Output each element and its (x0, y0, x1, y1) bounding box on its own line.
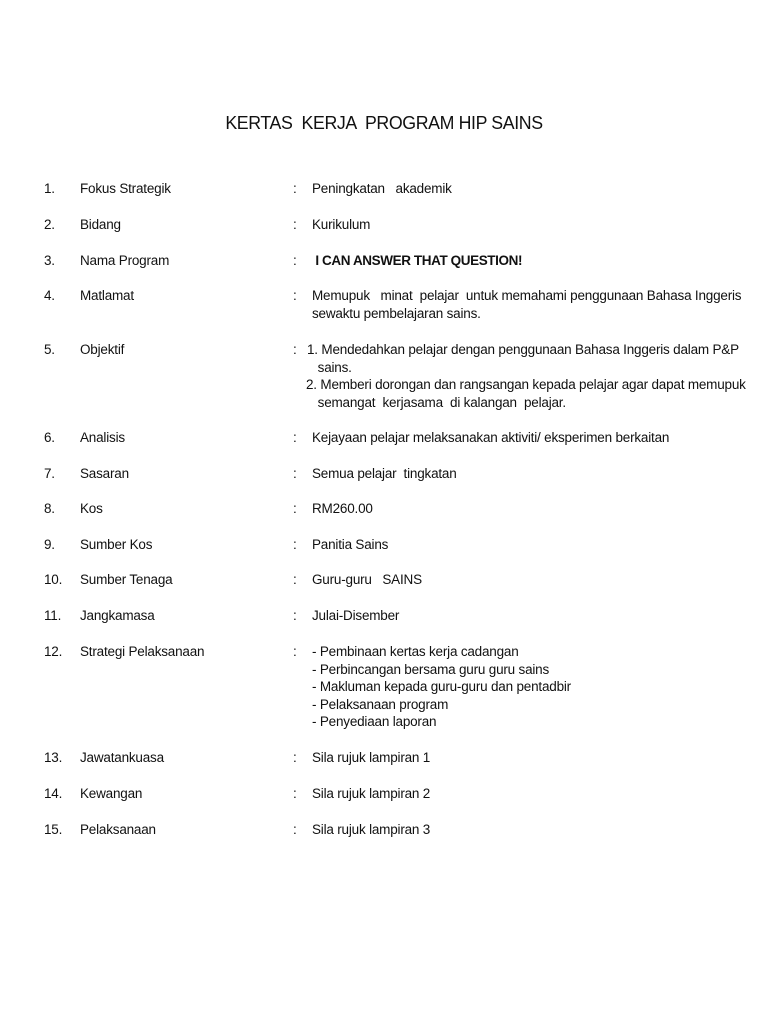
item-value (312, 607, 752, 625)
item-value-line: 2. Memberi dorongan dan rangsangan kepada pelajar agar dapat memupuk (306, 377, 746, 392)
item-value-line: RM260.00 (312, 501, 373, 516)
item-label: Sasaran (80, 466, 129, 481)
item-number: 2. (44, 217, 55, 232)
document-title: KERTAS KERJA PROGRAM HIP SAINS (225, 112, 543, 133)
item-colon: : (293, 786, 297, 801)
item-value (312, 252, 752, 270)
item-label: Nama Program (80, 253, 170, 268)
item-colon: : (293, 501, 297, 516)
item-label: Bidang (80, 217, 121, 232)
item-value-line: Memupuk minat pelajar untuk memahami penggunaan Bahasa Inggeris (312, 288, 742, 303)
item-value-line: sewaktu pembelajaran sains. (312, 305, 481, 321)
item-value-line: sains. (307, 359, 352, 375)
item-value (312, 500, 752, 518)
item-value-line: Sila rujuk lampiran 2 (312, 786, 431, 801)
item-colon: : (293, 644, 297, 659)
item-value (312, 287, 752, 322)
item-number: 14. (44, 786, 63, 801)
item-label: Sumber Tenaga (80, 572, 173, 587)
item-label: Strategi Pelaksanaan (80, 644, 205, 659)
item-number: 15. (44, 822, 63, 837)
item-number: 13. (44, 750, 63, 765)
item-label: Kewangan (80, 786, 143, 801)
item-colon: : (293, 608, 297, 623)
item-value (312, 643, 752, 731)
item-number: 12. (44, 644, 63, 659)
item-value (312, 571, 752, 589)
item-value (312, 180, 752, 198)
item-colon: : (293, 466, 297, 481)
item-value-line: - Perbincangan bersama guru guru sains (312, 661, 550, 677)
item-value-line: Kejayaan pelajar melaksanakan aktiviti/ eksperimen berkaitan (312, 430, 670, 445)
item-value-line: - Pembinaan kertas kerja cadangan (312, 644, 519, 659)
item-value (312, 821, 752, 839)
item-colon: : (293, 750, 297, 765)
item-label: Pelaksanaan (80, 822, 156, 837)
item-value (307, 341, 747, 411)
item-number: 8. (44, 501, 55, 516)
item-value-line: - Penyediaan laporan (312, 714, 437, 729)
item-value-line: Sila rujuk lampiran 1 (312, 750, 431, 765)
item-value (312, 785, 752, 803)
item-colon: : (293, 537, 297, 552)
item-value (312, 749, 752, 767)
item-label: Analisis (80, 430, 125, 445)
item-value (312, 536, 752, 554)
item-colon: : (293, 181, 297, 196)
item-number: 5. (44, 342, 55, 357)
item-value-line: - Makluman kepada guru-guru dan pentadbir (312, 679, 571, 694)
item-value-line: Julai-Disember (312, 608, 400, 623)
item-value-line: Peningkatan akademik (312, 181, 452, 196)
item-value-line: Sila rujuk lampiran 3 (312, 822, 431, 837)
item-colon: : (293, 430, 297, 445)
item-value-line: Kurikulum (312, 217, 371, 232)
item-value-line: Semua pelajar tingkatan (312, 466, 457, 481)
item-colon: : (293, 572, 297, 587)
item-value (312, 465, 752, 483)
item-number: 10. (44, 572, 63, 587)
item-value-line: I CAN ANSWER THAT QUESTION! (312, 253, 523, 268)
item-value-line: Panitia Sains (312, 537, 389, 552)
item-label: Sumber Kos (80, 537, 153, 552)
item-colon: : (293, 217, 297, 232)
item-label: Kos (80, 501, 103, 516)
item-colon: : (293, 342, 297, 357)
item-label: Objektif (80, 342, 125, 357)
item-number: 4. (44, 288, 55, 303)
item-number: 7. (44, 466, 55, 481)
item-number: 3. (44, 253, 55, 268)
item-label: Fokus Strategik (80, 181, 171, 196)
item-colon: : (293, 253, 297, 268)
item-label: Jangkamasa (80, 608, 155, 623)
item-value (312, 429, 752, 447)
item-colon: : (293, 822, 297, 837)
item-number: 9. (44, 537, 55, 552)
item-value-line: Guru-guru SAINS (312, 572, 422, 587)
item-value-line: - Pelaksanaan program (312, 696, 449, 712)
item-value-line: semangat kerjasama di kalangan pelajar. (307, 394, 566, 410)
item-label: Jawatankuasa (80, 750, 164, 765)
item-label: Matlamat (80, 288, 134, 303)
item-colon: : (293, 288, 297, 303)
item-number: 6. (44, 430, 55, 445)
item-number: 11. (44, 608, 62, 623)
item-value (312, 216, 752, 234)
item-number: 1. (44, 181, 55, 196)
item-value-line: 1. Mendedahkan pelajar dengan penggunaan Bahasa Inggeris dalam P&P (307, 342, 739, 357)
